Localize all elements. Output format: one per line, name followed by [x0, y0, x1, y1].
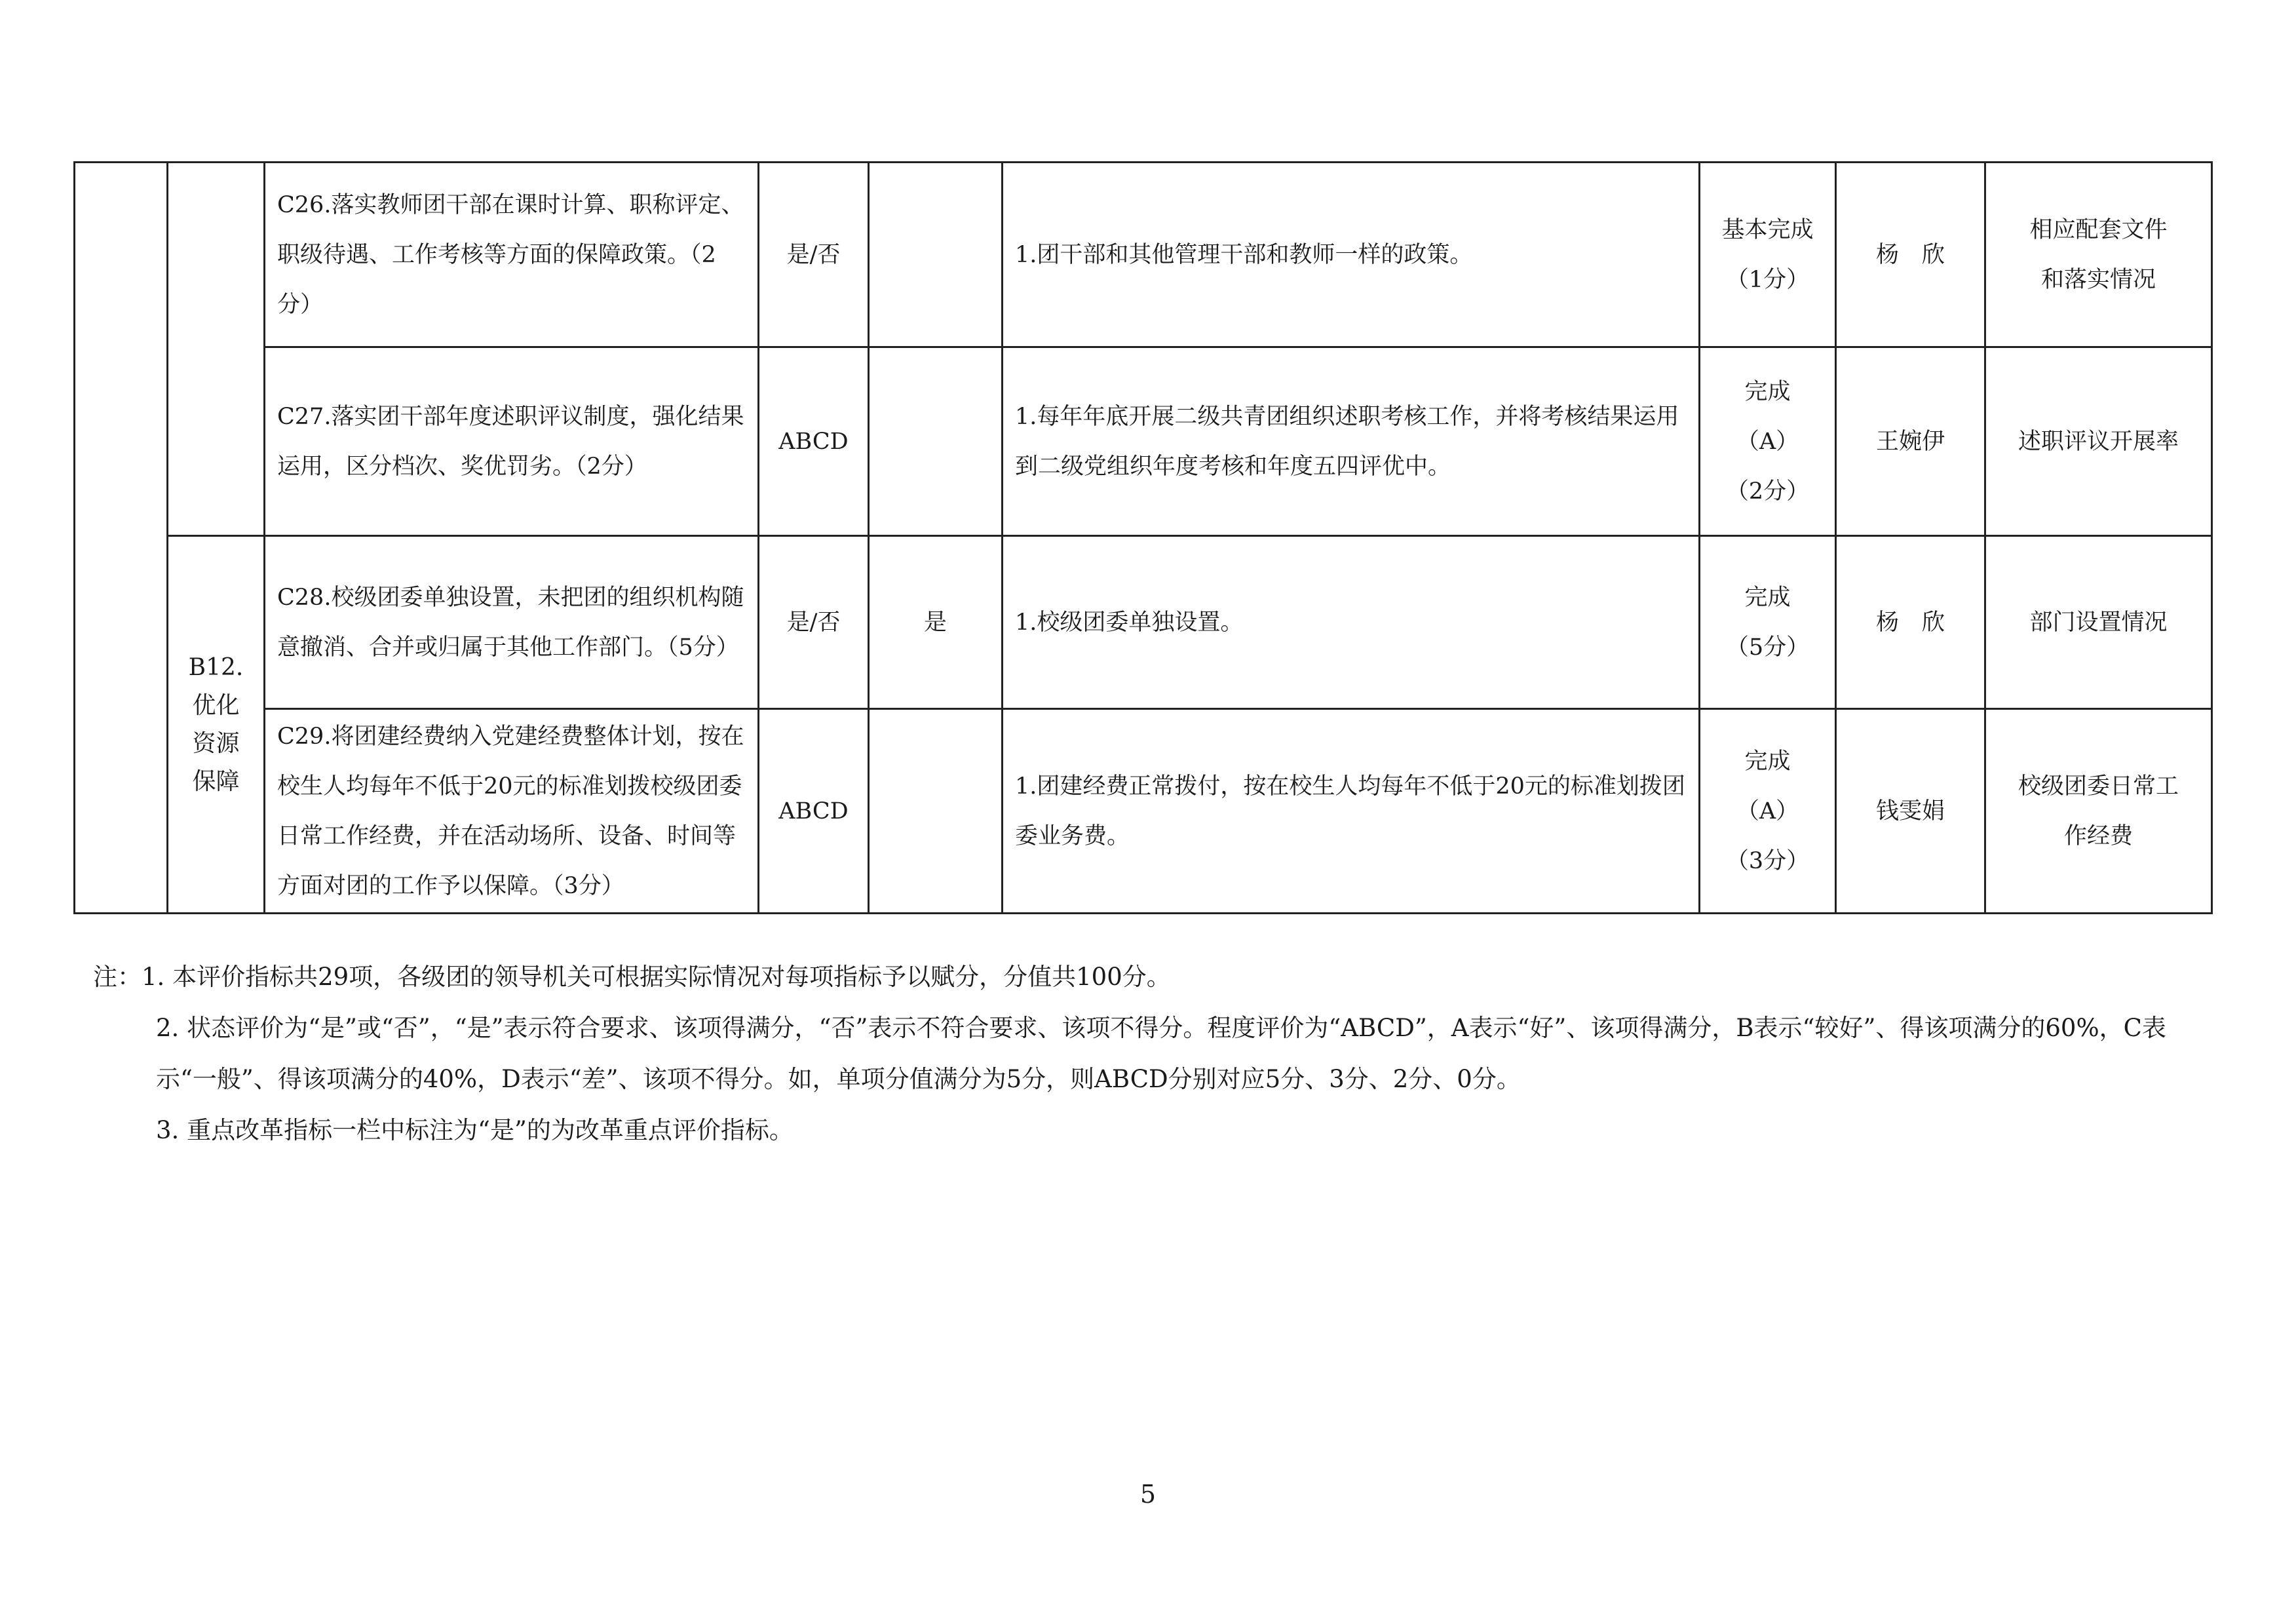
eval-type-cell: ABCD [759, 709, 869, 914]
eval-type-cell: 是/否 [759, 163, 869, 347]
b12-cell: B12. 优化 资源 保障 [168, 536, 265, 914]
key-reform-cell [869, 347, 1003, 536]
evidence-cell: 述职评议开展率 [1985, 347, 2212, 536]
evidence-cell: 相应配套文件 和落实情况 [1985, 163, 2212, 347]
evaluation-table [73, 161, 2213, 914]
item-cell: C29.将团建经费纳入党建经费整体计划，按在校生人均每年不低于20元的标准划拨校级团委日常工作经费，并在活动场所、设备、时间等方面对团的工作予以保障。（3分） [265, 709, 759, 914]
table-row [75, 709, 2212, 914]
table-row [75, 347, 2212, 536]
note-3: 3. 重点改革指标一栏中标注为“是”的为改革重点评价指标。 [156, 1116, 794, 1144]
measure-cell: 1.校级团委单独设置。 [1003, 536, 1700, 709]
key-reform-cell [869, 709, 1003, 914]
status-cell: 基本完成 （1分） [1700, 163, 1836, 347]
key-reform-cell: 是 [869, 536, 1003, 709]
person-cell: 杨 欣 [1836, 536, 1985, 709]
evidence-cell: 校级团委日常工 作经费 [1985, 709, 2212, 914]
item-cell: C28.校级团委单独设置，未把团的组织机构随意撤消、合并或归属于其他工作部门。（5分） [265, 536, 759, 709]
item-cell: C26.落实教师团干部在课时计算、职称评定、职级待遇、工作考核等方面的保障政策。（2分） [265, 163, 759, 347]
item-cell: C27.落实团干部年度述职评议制度，强化结果运用，区分档次、奖优罚劣。（2分） [265, 347, 759, 536]
measure-cell: 1.团干部和其他管理干部和教师一样的政策。 [1003, 163, 1700, 347]
key-reform-cell [869, 163, 1003, 347]
a-level-cell [75, 163, 168, 914]
eval-type-cell: ABCD [759, 347, 869, 536]
status-cell: 完成 （A） （2分） [1700, 347, 1836, 536]
person-cell: 杨 欣 [1836, 163, 1985, 347]
table-row [75, 536, 2212, 709]
page-number: 5 [1139, 1480, 1157, 1509]
note-1: 注：1. 本评价指标共29项，各级团的领导机关可根据实际情况对每项指标予以赋分，分值共100分。 [93, 963, 1171, 991]
status-cell: 完成 （A） （3分） [1700, 709, 1836, 914]
measure-cell: 1.每年年底开展二级共青团组织述职考核工作，并将考核结果运用到二级党组织年度考核和年度五四评优中。 [1003, 347, 1700, 536]
person-cell: 王婉伊 [1836, 347, 1985, 536]
b-level-cell [168, 163, 265, 536]
eval-type-cell: 是/否 [759, 536, 869, 709]
measure-cell: 1.团建经费正常拨付，按在校生人均每年不低于20元的标准划拨团委业务费。 [1003, 709, 1700, 914]
notes-section [93, 952, 2210, 1156]
note-2: 2. 状态评价为“是”或“否”，“是”表示符合要求、该项得满分，“否”表示不符合要求、该项不得分。程度评价为“ABCD”，A表示“好”、该项得满分，B表示“较好”、得该项满分的60%，C表示“一般”、得该项满分的40%，D表示“差”、该项不得分。如，单项分值满分为5分，则ABCD分别对应5分、3分、2分、0分。 [156, 1014, 2166, 1093]
table-row [75, 163, 2212, 347]
person-cell: 钱雯娟 [1836, 709, 1985, 914]
evidence-cell: 部门设置情况 [1985, 536, 2212, 709]
status-cell: 完成 （5分） [1700, 536, 1836, 709]
